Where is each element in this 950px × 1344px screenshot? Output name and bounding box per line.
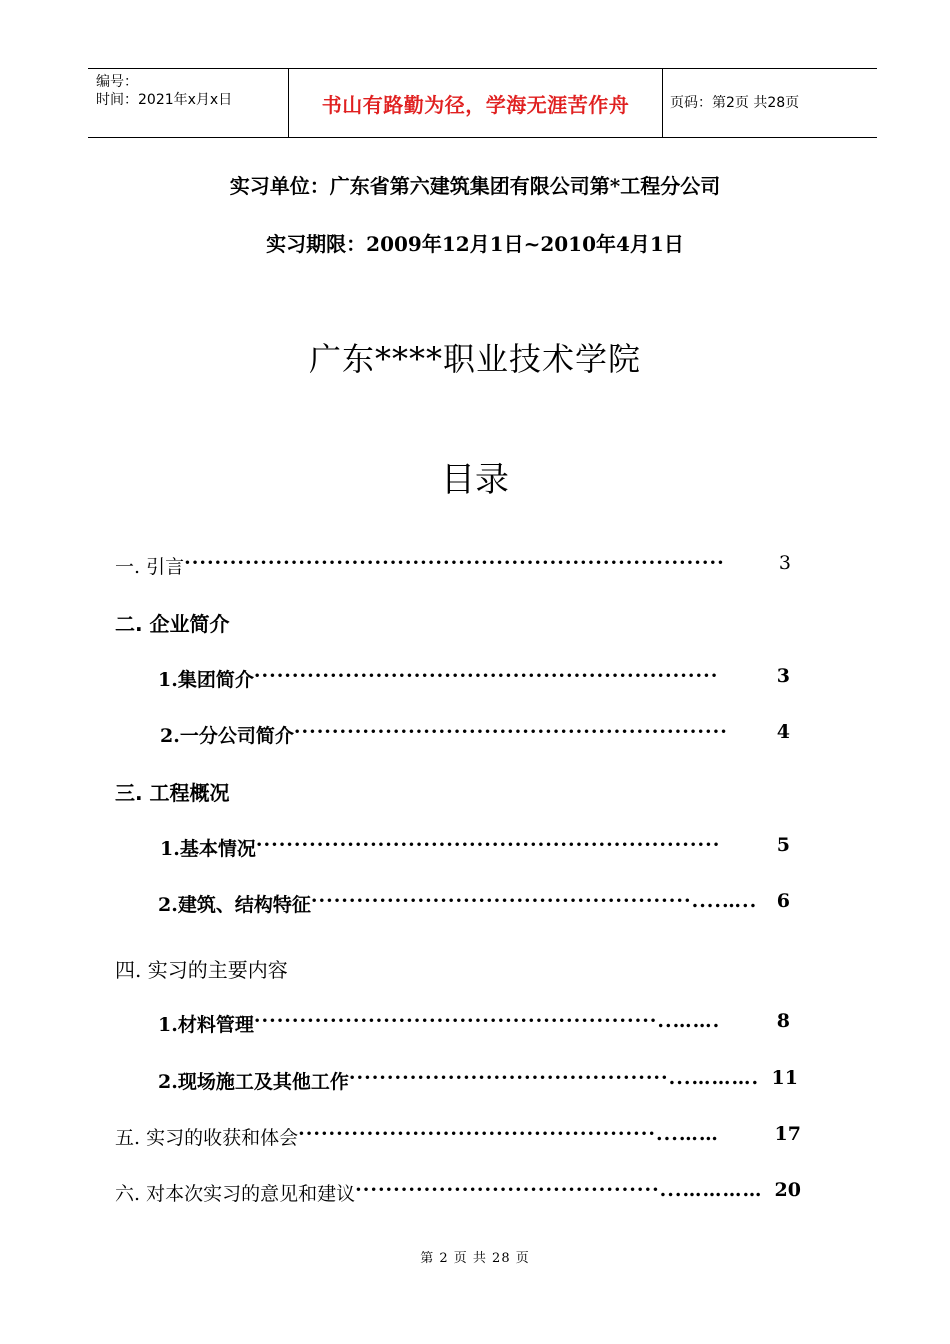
intern-period: 实习期限：2009年12月1日~2010年4月1日 xyxy=(266,232,684,256)
header-page-cell xyxy=(662,69,877,137)
toc-entry-label: 1.材料管理 xyxy=(158,1014,254,1036)
header-page-number: 页码：第2页 共28页 xyxy=(670,95,800,111)
header-motto-cell xyxy=(288,69,663,137)
page-header xyxy=(88,68,877,138)
toc-entry-label: 2.建筑、结构特征 xyxy=(158,894,311,916)
toc-entry-page: 8 xyxy=(776,1010,790,1032)
school-name: 广东****职业技术学院 xyxy=(308,340,641,378)
intern-unit: 实习单位：广东省第六建筑集团有限公司第*工程分公司 xyxy=(229,174,721,198)
toc-entry-page: 17 xyxy=(774,1123,801,1145)
toc-leader-dots: ························································· xyxy=(293,721,728,743)
toc-entry-advice[interactable] xyxy=(115,1179,801,1206)
toc-leader-dots: ········································...………… xyxy=(355,1179,763,1201)
toc-leader-dots: ··················································....….. xyxy=(310,890,758,912)
toc-entry-label: 2.现场施工及其他工作 xyxy=(158,1071,349,1093)
toc-entry-page: 6 xyxy=(776,890,790,912)
toc-entry-label: 1.集团简介 xyxy=(158,669,254,691)
toc-entry-label: 一. 引言 xyxy=(115,556,185,578)
toc-heading-company[interactable]: 二. 企业简介 xyxy=(115,612,230,636)
toc-leader-dots: ·····················································..……. xyxy=(253,1010,721,1032)
toc-entry-page: 3 xyxy=(778,552,791,574)
toc-entry-page: 3 xyxy=(776,665,790,687)
toc-entry-gains[interactable] xyxy=(115,1123,801,1150)
toc-leader-dots: ··········································...………. xyxy=(348,1067,760,1089)
toc-leader-dots: ····························································· xyxy=(253,665,719,687)
toc-entry-label: 六. 对本次实习的意见和建议 xyxy=(115,1183,356,1205)
toc-entry-page: 20 xyxy=(774,1179,801,1201)
document-number: 编号： xyxy=(96,74,138,90)
toc-entry-page: 11 xyxy=(771,1067,798,1089)
toc-leader-dots: ····························································· xyxy=(255,834,721,856)
toc-heading-content[interactable]: 四. 实习的主要内容 xyxy=(115,958,288,982)
header-motto: 书山有路勤为径，学海无涯苦作舟 xyxy=(321,92,630,117)
toc-entry-page: 5 xyxy=(776,834,790,856)
toc-entry-basic[interactable] xyxy=(160,834,790,861)
toc-entry-page: 4 xyxy=(776,721,790,743)
toc-entry-group[interactable] xyxy=(158,665,790,692)
toc-entry-label: 2.一分公司简介 xyxy=(160,725,294,747)
toc-leader-dots: ···············································...…… xyxy=(298,1123,719,1145)
page-footer: 第 2 页 共 28 页 xyxy=(420,1251,530,1266)
toc-entry-label: 1.基本情况 xyxy=(160,838,256,860)
toc-leader-dots: ······································································· xyxy=(184,552,725,574)
toc-entry-site[interactable] xyxy=(158,1067,798,1094)
document-time: 时间：2021年x月x日 xyxy=(96,92,233,108)
toc-entry-label: 五. 实习的收获和体会 xyxy=(115,1127,299,1149)
toc-title: 目录 xyxy=(441,460,509,500)
header-left-cell xyxy=(88,69,288,137)
toc-entry-intro[interactable] xyxy=(115,552,791,579)
toc-entry-branch[interactable] xyxy=(160,721,790,748)
toc-heading-project[interactable]: 三. 工程概况 xyxy=(115,781,230,805)
toc-entry-structure[interactable] xyxy=(158,890,790,917)
toc-entry-material[interactable] xyxy=(158,1010,790,1037)
